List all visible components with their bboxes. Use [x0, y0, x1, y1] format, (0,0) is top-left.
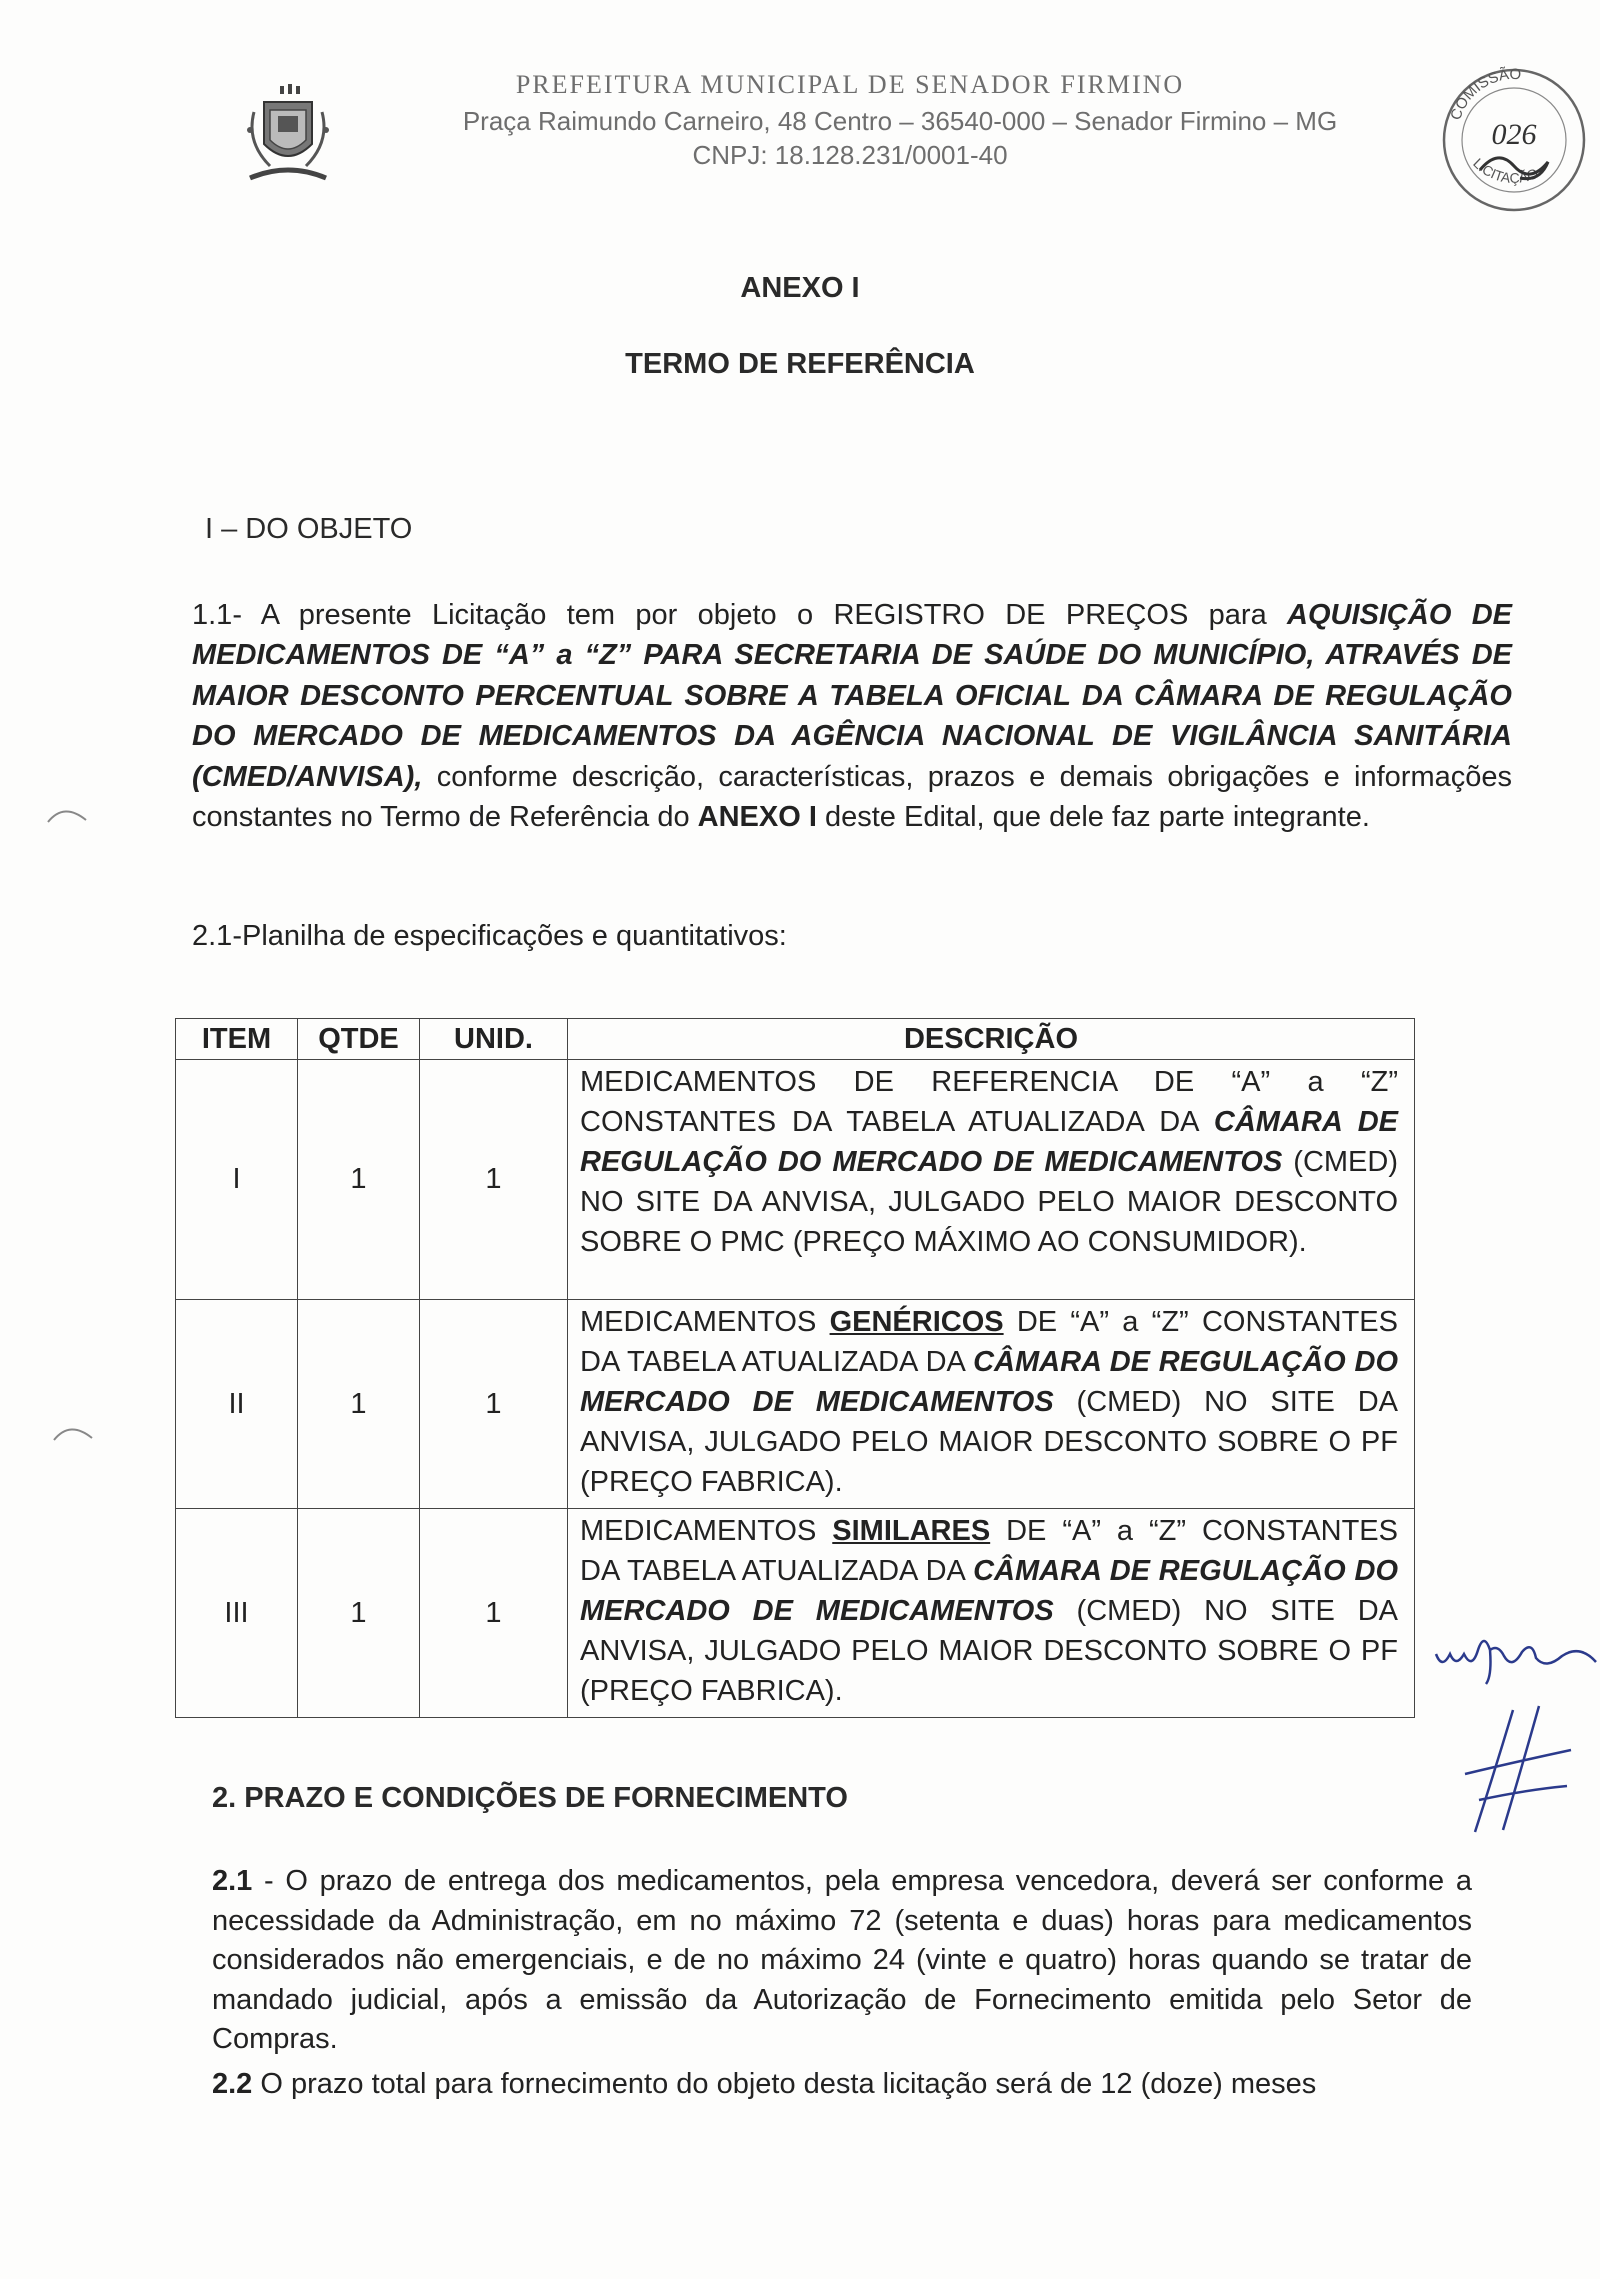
letterhead-cnpj: CNPJ: 18.128.231/0001-40 [692, 140, 1008, 170]
stamp-top-text: COMISSÃO [1447, 65, 1522, 123]
object-middle: conforme descrição, características, prazos e demais obrigações e informações constantes no Termo de Referência do [192, 760, 1512, 834]
planilha-caption: 2.1-Planilha de especificações e quantitativos: [192, 920, 787, 952]
desc-cmed: CÂMARA DE REGULAÇÃO DO MERCADO DE MEDICAMENTOS [580, 1106, 1398, 1178]
clause-2-1-number: 2.1 [212, 1865, 253, 1897]
desc-start: MEDICAMENTOS [580, 1306, 830, 1338]
annex-title: ANEXO I [740, 272, 860, 304]
header-unid: UNID. [420, 1019, 568, 1060]
cell-unid: 1 [420, 1509, 568, 1718]
municipal-crest-icon [240, 82, 336, 192]
object-emphasis: AQUISIÇÃO DE MEDICAMENTOS DE “A” a “Z” PARA SECRETARIA DE SAÚDE DO MUNICÍPIO, ATRAVÉS DE MAIOR DESCONTO PERCENTUAL SOBRE A TABELA OFICIAL DA CÂMARA DE REGULAÇÃO DO MERCADO DE MEDICAMENTOS DA AGÊNCIA NACIONAL DE VIGILÂNCIA SANITÁRIA (CMED/ANVISA), [192, 599, 1512, 793]
cell-item: II [176, 1300, 298, 1509]
term-title: TERMO DE REFERÊNCIA [625, 348, 975, 380]
margin-mark-icon [48, 1418, 98, 1448]
object-paragraph [192, 595, 1512, 837]
cell-qtde: 1 [298, 1509, 420, 1718]
table-row [176, 1509, 1415, 1718]
table-row [176, 1300, 1415, 1509]
cell-unid: 1 [420, 1300, 568, 1509]
desc-cmed: CÂMARA DE REGULAÇÃO DO MERCADO DE MEDICAMENTOS [580, 1555, 1399, 1627]
stamp-bottom-text: LICITAÇÃO [1470, 154, 1541, 186]
specification-table [175, 1018, 1415, 1718]
stamp-number: 026 [1491, 118, 1537, 151]
letterhead-name: PREFEITURA MUNICIPAL DE SENADOR FIRMINO [515, 70, 1185, 99]
letterhead-address: Praça Raimundo Carneiro, 48 Centro – 36540-000 – Senador Firmino – MG [462, 106, 1338, 136]
desc-start: MEDICAMENTOS [580, 1515, 833, 1547]
cell-item: I [176, 1060, 298, 1300]
header-qtde: QTDE [298, 1019, 420, 1060]
cell-descricao [568, 1300, 1415, 1509]
cell-descricao [568, 1060, 1415, 1300]
desc-cmed: CÂMARA DE REGULAÇÃO DO MERCADO DE MEDICAMENTOS [580, 1346, 1399, 1418]
header-item: ITEM [176, 1019, 298, 1060]
desc-start: MEDICAMENTOS DE REFERENCIA DE “A” a “Z” CONSTANTES DA TABELA ATUALIZADA DA [580, 1066, 1398, 1138]
cell-descricao [568, 1509, 1415, 1718]
clause-2-2 [212, 2065, 1472, 2105]
desc-end: (CMED) NO SITE DA ANVISA, JULGADO PELO MAIOR DESCONTO SOBRE O PMC (PREÇO MÁXIMO AO CONSUMIDOR). [580, 1146, 1398, 1258]
desc-type: GENÉRICOS [829, 1306, 1004, 1338]
section-1-heading: I – DO OBJETO [205, 513, 413, 545]
section-2-heading: 2. PRAZO E CONDIÇÕES DE FORNECIMENTO [212, 1782, 848, 1814]
desc-end: (CMED) NO SITE DA ANVISA, JULGADO PELO MAIOR DESCONTO SOBRE O PF (PREÇO FABRICA). [580, 1595, 1399, 1707]
clause-2-2-text: O prazo total para fornecimento do objeto desta licitação será de 12 (doze) meses [252, 2068, 1317, 2100]
header-descricao: DESCRIÇÃO [568, 1019, 1415, 1060]
desc-type: SIMILARES [832, 1515, 991, 1547]
cell-unid: 1 [420, 1060, 568, 1300]
clause-2-1-text: - O prazo de entrega dos medicamentos, pela empresa vencedora, deverá ser conforme a necessidade da Administração, em no máximo 72 (setenta e duas) horas para medicamentos considerados não emergenciais, e de no máximo 24 (vinte e quatro) horas quando se tratar de mandado judicial, após a emissão da Autorização de Fornecimento emitida pelo Setor de Compras. [212, 1865, 1472, 2055]
clause-2-1 [212, 1862, 1472, 2060]
margin-mark-icon [42, 800, 92, 830]
signature-icon [1455, 1700, 1575, 1840]
object-annex-ref: ANEXO I [697, 801, 817, 834]
table-row [176, 1060, 1415, 1300]
cell-item: III [176, 1509, 298, 1718]
desc-start-2: DE “A” a “Z” CONSTANTES DA TABELA ATUALIZADA DA [580, 1515, 1398, 1587]
clause-2-2-number: 2.2 [212, 2068, 253, 2100]
signature-initials-icon [1432, 1610, 1600, 1690]
table-header-row [176, 1019, 1415, 1060]
desc-start-2: DE “A” a “Z” CONSTANTES DA TABELA ATUALIZADA DA [580, 1306, 1398, 1378]
object-prefix: 1.1- A presente Licitação tem por objeto o REGISTRO DE PREÇOS para [192, 599, 1288, 631]
object-end: deste Edital, que dele faz parte integrante. [816, 801, 1370, 834]
desc-end: (CMED) NO SITE DA ANVISA, JULGADO PELO MAIOR DESCONTO SOBRE O PF (PREÇO FABRICA). [580, 1386, 1399, 1498]
cell-qtde: 1 [298, 1060, 420, 1300]
cell-qtde: 1 [298, 1300, 420, 1509]
commission-stamp-icon [1428, 40, 1600, 230]
